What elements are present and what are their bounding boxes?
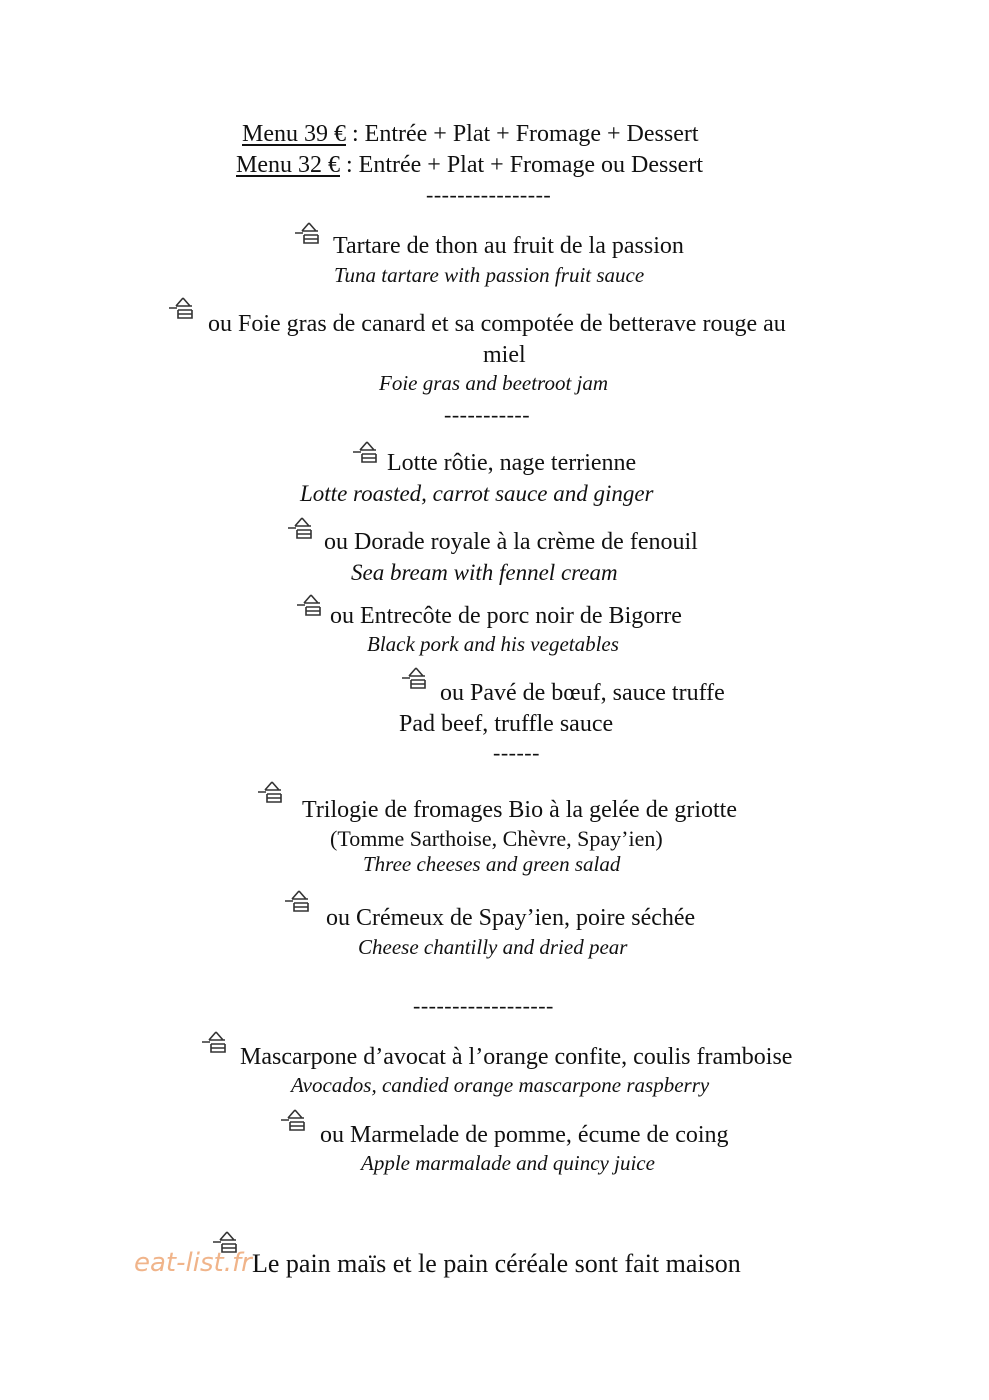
plat-3-fr: ou Entrecôte de porc noir de Bigorre (330, 603, 682, 629)
menu-32-content: : Entrée + Plat + Fromage ou Dessert (340, 152, 703, 178)
entree-1-en: Tuna tartare with passion fruit sauce (334, 263, 645, 287)
separator: ------------------ (413, 993, 554, 1018)
watermark: eat-list.fr (134, 1248, 252, 1278)
entree-2-fr-line2: miel (483, 342, 526, 368)
fromage-2-en: Cheese chantilly and dried pear (358, 935, 628, 959)
separator: ---------------- (426, 182, 552, 207)
footer-note: Le pain maïs et le pain céréale sont fait maison (252, 1249, 741, 1278)
plat-4-en: Pad beef, truffle sauce (399, 711, 614, 737)
fromage-2-fr: ou Crémeux de Spay’ien, poire séchée (326, 905, 696, 931)
entree-1-fr: Tartare de thon au fruit de la passion (333, 233, 684, 259)
menu-32-price: Menu 32 € (236, 152, 340, 178)
dessert-1-en: Avocados, candied orange mascarpone raspberry (291, 1073, 710, 1097)
menu-32-line (0, 153, 989, 177)
separator: ------ (493, 740, 540, 765)
plat-1-en: Lotte roasted, carrot sauce and ginger (300, 481, 654, 506)
dessert-2-fr: ou Marmelade de pomme, écume de coing (320, 1122, 729, 1148)
plat-4-fr: ou Pavé de bœuf, sauce truffe (440, 680, 725, 706)
entree-2-en: Foie gras and beetroot jam (379, 371, 609, 395)
fromage-1-fr: Trilogie de fromages Bio à la gelée de griotte (302, 797, 737, 823)
fromage-1-en: Three cheeses and green salad (363, 852, 621, 876)
plat-2-en: Sea bream with fennel cream (351, 560, 618, 585)
plat-1-fr: Lotte rôtie, nage terrienne (387, 450, 637, 476)
dessert-2-en: Apple marmalade and quincy juice (361, 1151, 655, 1175)
menu-39-line (0, 122, 989, 146)
plat-2-fr: ou Dorade royale à la crème de fenouil (324, 529, 698, 555)
fromage-1-detail: (Tomme Sarthoise, Chèvre, Spay’ien) (330, 826, 663, 851)
menu-39-price: Menu 39 € (242, 121, 346, 147)
dessert-1-fr: Mascarpone d’avocat à l’orange confite, coulis framboise (240, 1044, 793, 1070)
plat-3-en: Black pork and his vegetables (367, 632, 619, 656)
separator: ----------- (444, 402, 531, 427)
menu-39-content: : Entrée + Plat + Fromage + Dessert (346, 121, 699, 147)
entree-2-fr-line1: ou Foie gras de canard et sa compotée de betterave rouge au (208, 311, 786, 337)
